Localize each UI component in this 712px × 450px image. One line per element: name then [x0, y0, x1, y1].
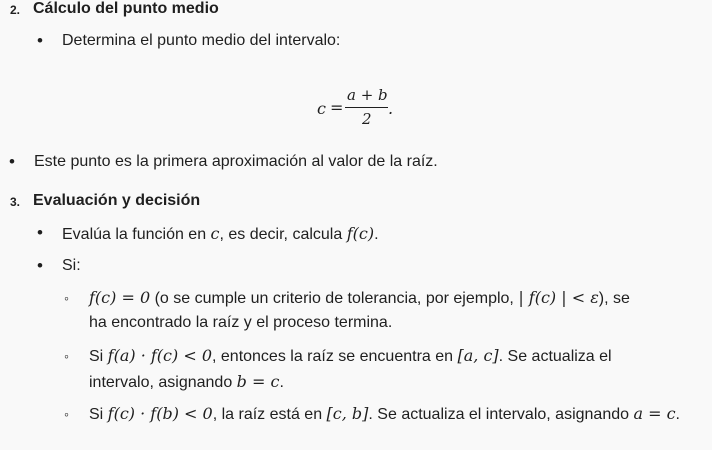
- math-var: c: [210, 224, 220, 243]
- sub-bullet-icon: ◦: [64, 290, 69, 306]
- text: .: [374, 226, 379, 243]
- text: ), se: [598, 290, 630, 307]
- bullet-icon: •: [37, 223, 43, 242]
- text: Si: [89, 348, 108, 365]
- math-expr: f(a) · f(c) < 0: [107, 346, 212, 365]
- formula-lhs: c: [317, 99, 326, 118]
- sub-bullet-2-line-1: [89, 346, 612, 366]
- sub-bullet-icon: ◦: [64, 406, 69, 422]
- bullet-icon: •: [37, 31, 43, 50]
- step-2-bullet-2: Este punto es la primera aproximación al valor de la raíz.: [34, 153, 438, 170]
- sub-bullet-icon: ◦: [64, 348, 69, 364]
- math-expr: f(c) = 0: [89, 288, 151, 307]
- text: , es decir, calcula: [219, 226, 347, 243]
- text: intervalo, asignando: [89, 374, 237, 391]
- math-expr: [a, c]: [457, 346, 499, 365]
- formula-period: .: [388, 99, 394, 118]
- text: . Se actualiza el: [498, 348, 612, 365]
- text: Evalúa la función en: [62, 226, 211, 243]
- math-expr: f(c) · f(b) < 0: [107, 404, 213, 423]
- step-2-number: 2.: [10, 3, 21, 17]
- formula-equals: =: [330, 98, 344, 117]
- text: .: [279, 374, 284, 391]
- step-3-number: 3.: [10, 195, 21, 209]
- sub-bullet-1-line-1: [89, 288, 630, 308]
- math-expr: b = c: [236, 372, 280, 391]
- sub-bullet-2-line-2: [89, 372, 284, 392]
- text: , entonces la raíz se encuentra en: [212, 348, 458, 365]
- math-expr: a = c: [633, 404, 676, 423]
- math-expr: f(c): [346, 224, 375, 243]
- sub-bullet-3-line-1: [89, 404, 680, 424]
- math-expr: | f(c) | < ε: [518, 288, 599, 307]
- step-2-title: Cálculo del punto medio: [33, 0, 219, 17]
- step-2-bullet-1: Determina el punto medio del intervalo:: [62, 32, 341, 49]
- step-3-bullet-2: Si:: [62, 257, 81, 274]
- sub-bullet-1-line-2: ha encontrado la raíz y el proceso termina.: [89, 314, 393, 331]
- math-expr: [c, b]: [326, 404, 369, 423]
- text: , la raíz está en: [212, 406, 327, 423]
- step-3-title: Evaluación y decisión: [33, 192, 201, 209]
- formula-denominator: 2: [362, 110, 372, 128]
- text: .: [675, 406, 680, 423]
- fraction-bar: [345, 107, 388, 108]
- text: Si: [89, 406, 108, 423]
- bullet-icon: •: [9, 152, 15, 171]
- formula-numerator: a + b: [347, 86, 388, 104]
- text: (o se cumple un criterio de tolerancia, por ejemplo,: [150, 290, 519, 307]
- bullet-icon: •: [37, 256, 43, 275]
- step-3-bullet-1: [62, 224, 379, 244]
- text: . Se actualiza el intervalo, asignando: [368, 406, 634, 423]
